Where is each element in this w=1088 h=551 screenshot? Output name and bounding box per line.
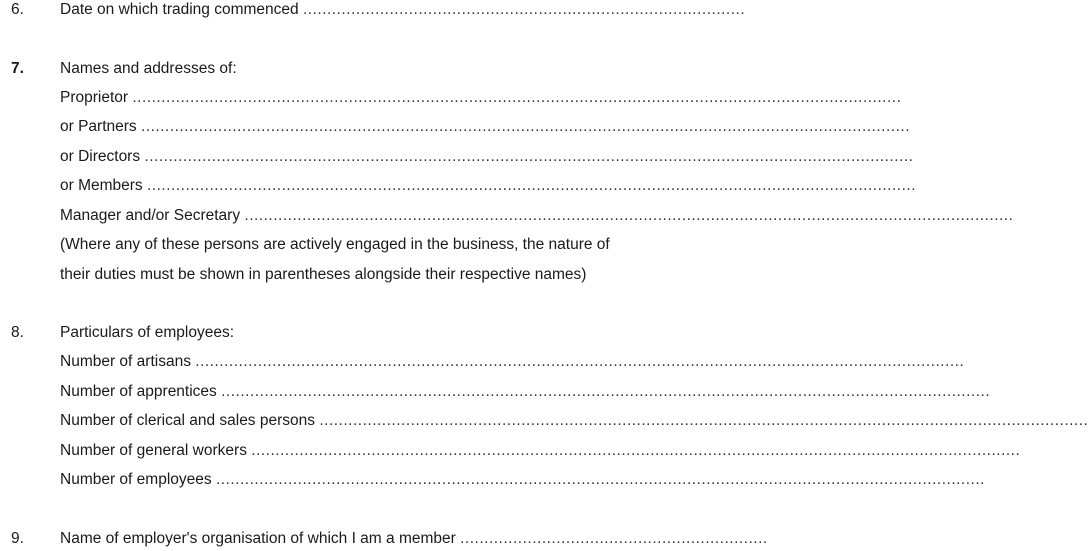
partners-line xyxy=(60,117,911,137)
apprentices-field[interactable]: ................................................................................................................................................................ xyxy=(221,383,991,400)
employees-field[interactable]: ................................................................................................................................................................ xyxy=(215,471,985,488)
proprietor-field[interactable]: ................................................................................................................................................................ xyxy=(132,89,902,106)
field-label: Date on which trading commenced xyxy=(60,1,299,18)
field-label: Number of employees xyxy=(60,471,212,488)
members-field[interactable]: ................................................................................................................................................................ xyxy=(147,177,917,194)
employer-organisation-field[interactable]: ................................................................ xyxy=(460,530,768,547)
members-line xyxy=(60,176,917,196)
clerical-sales-field[interactable]: ................................................................................................................................................................ xyxy=(319,412,1088,429)
partners-field[interactable]: ................................................................................................................................................................ xyxy=(140,118,911,135)
field-label: Number of clerical and sales persons xyxy=(60,412,316,429)
item-number: 8. xyxy=(11,324,24,341)
field-label: Name of employer's organisation of which I am a member xyxy=(60,530,456,547)
section-heading: Particulars of employees: xyxy=(60,324,235,341)
employees-line xyxy=(60,470,985,490)
section-heading: Names and addresses of: xyxy=(60,60,237,77)
artisans-line xyxy=(60,352,965,372)
field-label: Number of artisans xyxy=(60,353,191,370)
artisans-field[interactable]: ................................................................................................................................................................ xyxy=(195,353,965,370)
item-number: 6. xyxy=(11,1,24,18)
date-trading-commenced-field[interactable]: ............................................................................................ xyxy=(302,1,746,18)
instruction-note-line1: (Where any of these persons are actively engaged in the business, the nature of xyxy=(60,236,610,253)
proprietor-line xyxy=(60,88,902,108)
directors-line xyxy=(60,147,914,167)
instruction-note-line2: their duties must be shown in parentheses alongside their respective names) xyxy=(60,266,587,283)
clerical-sales-line xyxy=(60,411,1088,431)
field-label: Manager and/or Secretary xyxy=(60,207,241,224)
field-label: Number of general workers xyxy=(60,442,247,459)
field-label: or Members xyxy=(60,177,143,194)
directors-field[interactable]: ................................................................................................................................................................ xyxy=(144,148,914,165)
item-number: 7. xyxy=(11,60,24,77)
general-workers-line xyxy=(60,441,1021,461)
employer-organisation-line xyxy=(60,529,768,549)
field-label: Number of apprentices xyxy=(60,383,217,400)
item-number: 9. xyxy=(11,530,24,547)
general-workers-field[interactable]: ................................................................................................................................................................ xyxy=(251,442,1021,459)
field-label: or Directors xyxy=(60,148,141,165)
manager-secretary-line xyxy=(60,206,1014,226)
manager-secretary-field[interactable]: ................................................................................................................................................................ xyxy=(244,207,1014,224)
field-label: Proprietor xyxy=(60,89,129,106)
apprentices-line xyxy=(60,382,991,402)
field-label: or Partners xyxy=(60,118,137,135)
date-trading-commenced-line xyxy=(60,0,746,20)
